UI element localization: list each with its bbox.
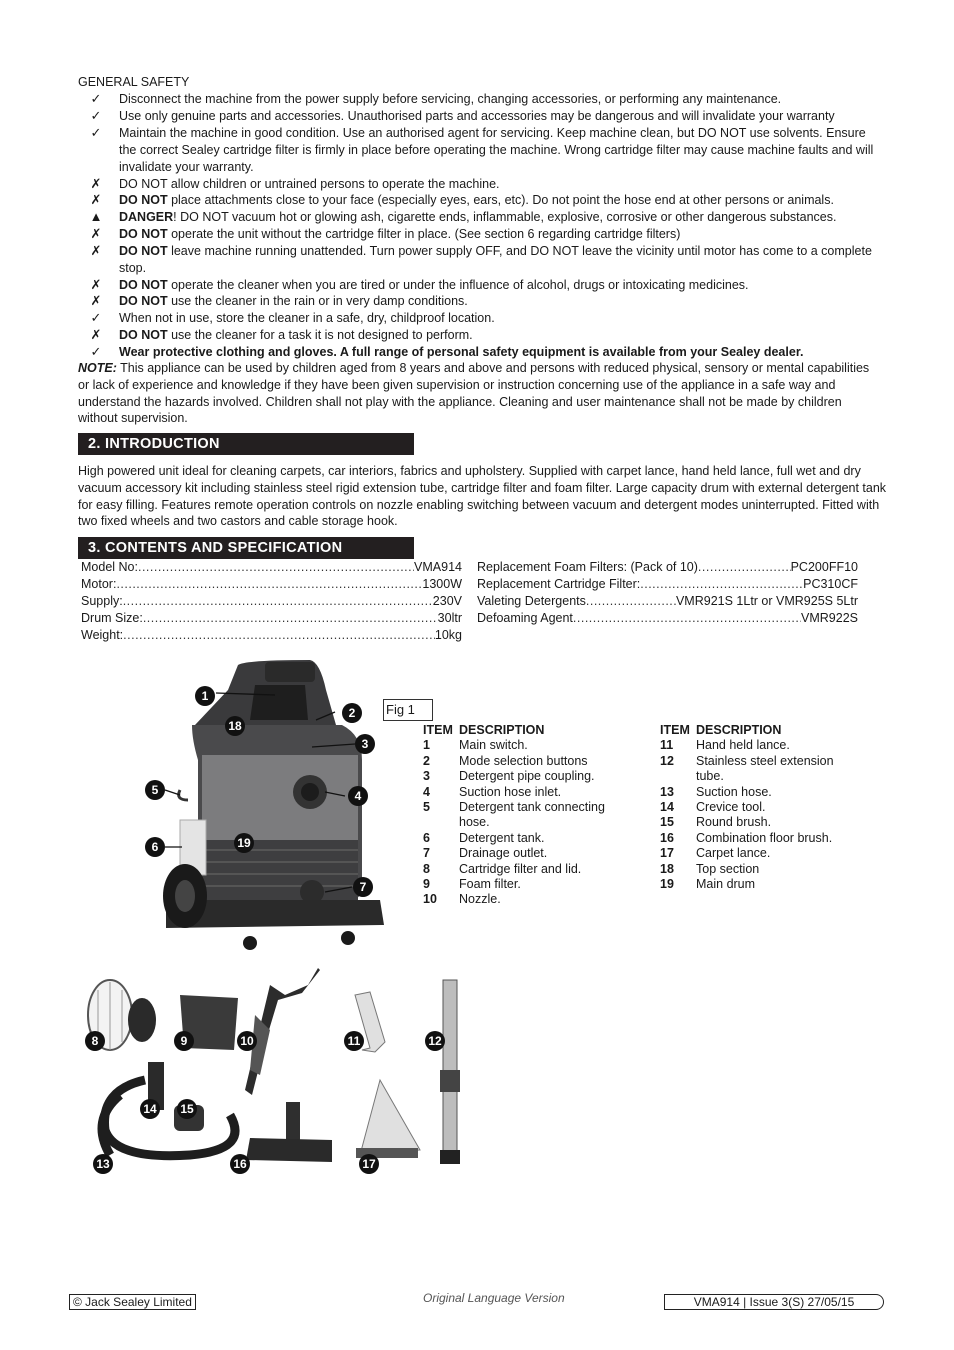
item-description: Foam filter. (459, 877, 521, 892)
safety-item (78, 209, 878, 226)
warning-icon: ▲ (89, 209, 103, 224)
section-heading-specification: 3. CONTENTS AND SPECIFICATION (78, 537, 414, 559)
spec-row (477, 559, 858, 576)
list-item (660, 846, 860, 861)
item-number: 6 (423, 830, 430, 845)
note-label: NOTE: (78, 361, 117, 375)
safety-item-emphasis: DANGER (119, 210, 174, 224)
check-icon: ✓ (90, 344, 102, 359)
item-number: 12 (660, 753, 674, 768)
safety-item-text: use the cleaner in the rain or in very damp conditions. (167, 294, 468, 308)
item-description: Crevice tool. (696, 800, 766, 815)
item-list-header (660, 723, 860, 738)
list-item (660, 754, 860, 785)
spec-label: Weight: (81, 628, 124, 642)
item-description: Round brush. (696, 815, 772, 830)
callout-1: 1 (195, 686, 215, 706)
callout-14: 14 (140, 1099, 160, 1119)
spec-table-left (81, 559, 462, 644)
item-number: 16 (660, 830, 674, 845)
cross-icon: ✗ (90, 327, 102, 342)
safety-item-emphasis: DO NOT (119, 328, 168, 342)
callout-4: 4 (348, 786, 368, 806)
callout-8: 8 (85, 1031, 105, 1051)
spec-leader-dots (116, 576, 422, 593)
safety-item-text: Disconnect the machine from the power supply before servicing, changing accessories, or performing any maintenance. (119, 92, 782, 106)
item-number: 1 (423, 738, 430, 753)
safety-item-text: DO NOT allow children or untrained persons to operate the machine. (119, 177, 500, 191)
list-item (423, 800, 623, 831)
column-header-description: DESCRIPTION (459, 723, 545, 737)
safety-item-text: operate the unit without the cartridge filter in place. (See section 6 regarding cartridge filters) (167, 227, 681, 241)
item-description: Combination floor brush. (696, 830, 833, 845)
item-number: 10 (423, 892, 437, 907)
item-description: Mode selection buttons (459, 753, 588, 768)
spec-leader-dots (143, 610, 438, 627)
spec-leader-dots (586, 593, 676, 610)
spec-value: PC200FF10 (790, 560, 858, 574)
callout-10: 10 (237, 1031, 257, 1051)
item-list-right (660, 723, 860, 892)
spec-label: Supply: (81, 594, 123, 608)
spec-leader-dots (640, 576, 803, 593)
item-number: 13 (660, 784, 674, 799)
spec-label: Replacement Cartridge Filter: (477, 577, 641, 591)
item-description: Suction hose. (696, 784, 772, 799)
note-text: This appliance can be used by children aged from 8 years and above and persons with reduced physical, sensory or mental capabilities or lack of experience and knowledge if they have been given supervision or instruction concerning use of the appliance in a safe way and understand the hazards involved. Children shall not play with the appliance. Cleaning and user maintenance shall not be made by children without supervision. (78, 361, 870, 426)
safety-item (78, 108, 878, 125)
item-description: Main drum (696, 877, 756, 892)
spec-leader-dots (573, 610, 801, 627)
check-icon: ✓ (90, 125, 102, 140)
general-safety-title: GENERAL SAFETY (78, 75, 190, 89)
item-number: 9 (423, 877, 430, 892)
list-item (423, 846, 623, 861)
item-number: 5 (423, 800, 430, 815)
safety-item-text: Maintain the machine in good condition. Use an authorised agent for servicing. Keep machine clean, but DO NOT use solvents. Ensure the correct Sealey cartridge filter is firmly in place before operating the machine. Wrong cartridge filter may cause machine faults and will invalidate your warranty. (119, 126, 874, 174)
cross-icon: ✗ (90, 226, 102, 241)
spec-value: VMR922S (801, 611, 858, 625)
item-number: 3 (423, 769, 430, 784)
item-description: Top section (696, 861, 760, 876)
column-header-item: ITEM (660, 723, 690, 737)
spec-row (477, 593, 858, 610)
callout-13: 13 (93, 1154, 113, 1174)
list-item (660, 785, 860, 800)
spec-row (81, 559, 462, 576)
list-item (423, 877, 623, 892)
item-list-header (423, 723, 623, 738)
item-number: 2 (423, 753, 430, 768)
safety-item (78, 344, 878, 361)
spec-value: 1300W (422, 577, 462, 591)
figure-label: Fig 1 (383, 699, 433, 721)
list-item (423, 769, 623, 784)
spec-leader-dots (123, 627, 435, 644)
list-item (660, 831, 860, 846)
list-item (660, 877, 860, 892)
callout-15: 15 (177, 1099, 197, 1119)
list-item (423, 754, 623, 769)
extension-tube-image (440, 980, 460, 1164)
callout-6: 6 (145, 837, 165, 857)
safety-item-text: use the cleaner for a task it is not designed to perform. (167, 328, 473, 342)
column-header-description: DESCRIPTION (696, 723, 782, 737)
section-heading-introduction: 2. INTRODUCTION (78, 433, 414, 455)
spec-value: 230V (432, 594, 462, 608)
item-number: 7 (423, 846, 430, 861)
spec-row (81, 610, 462, 627)
spec-row (81, 593, 462, 610)
spec-row (81, 576, 462, 593)
item-description: Detergent pipe coupling. (459, 769, 595, 784)
callout-17: 17 (359, 1154, 379, 1174)
spec-label: Replacement Foam Filters: (Pack of 10) (477, 560, 698, 574)
spec-value: VMA914 (414, 560, 462, 574)
safety-item (78, 91, 878, 108)
safety-item-text: leave machine running unattended. Turn power supply OFF, and DO NOT leave the vicinity until motor has come to a complete stop. (119, 244, 872, 275)
safety-item (78, 327, 878, 344)
callout-2: 2 (342, 703, 362, 723)
item-description: Stainless steel extension tube. (696, 753, 834, 784)
safety-item (78, 176, 878, 193)
spec-label: Valeting Detergents (477, 594, 586, 608)
callout-16: 16 (230, 1154, 250, 1174)
item-description: Cartridge filter and lid. (459, 861, 582, 876)
safety-item (78, 293, 878, 310)
item-description: Carpet lance. (696, 846, 771, 861)
safety-note (78, 360, 878, 427)
spec-leader-dots (138, 559, 414, 576)
check-icon: ✓ (90, 310, 102, 325)
safety-item-emphasis: DO NOT (119, 227, 168, 241)
safety-item-emphasis: DO NOT (119, 193, 168, 207)
spec-leader-dots (123, 593, 433, 610)
item-description: Detergent tank connecting hose. (459, 800, 605, 830)
safety-item-text: Use only genuine parts and accessories. Unauthorised parts and accessories may be dangerous and will invalidate your warranty (119, 109, 835, 123)
item-number: 8 (423, 861, 430, 876)
item-number: 18 (660, 861, 674, 876)
item-description: Main switch. (459, 738, 528, 753)
cross-icon: ✗ (90, 192, 102, 207)
safety-item-emphasis: Wear protective clothing and gloves. A full range of personal safety equipment is available from your Sealey dealer. (119, 345, 804, 359)
spec-label: Model No: (81, 560, 138, 574)
safety-item-emphasis: DO NOT (119, 294, 168, 308)
callout-19: 19 (234, 833, 254, 853)
item-number: 15 (660, 815, 674, 830)
spec-value: PC310CF (803, 577, 858, 591)
list-item (660, 738, 860, 753)
callout-9: 9 (174, 1031, 194, 1051)
safety-item-text: ! DO NOT vacuum hot or glowing ash, cigarette ends, inflammable, explosive, corrosive or other dangerous substances. (173, 210, 837, 224)
spec-row (477, 610, 858, 627)
spec-value: VMR921S 1Ltr or VMR925S 5Ltr (675, 594, 858, 608)
safety-item (78, 243, 878, 277)
item-description: Detergent tank. (459, 830, 545, 845)
safety-item-text: place attachments close to your face (especially eyes, ears, etc). Do not point the hose end at other persons or animals. (167, 193, 834, 207)
list-item (423, 831, 623, 846)
spec-leader-dots (698, 559, 791, 576)
introduction-text: High powered unit ideal for cleaning carpets, car interiors, fabrics and upholstery. Supplied with carpet lance, hand held lance, full wet and dry vacuum accessory kit including stainless steel rigid extension tube, cartridge filter and foam filter. Large capacity drum with external detergent tank for easy filling. Features remote operation controls on nozzle enabling switching between vacuum and detergent modes uninterrupted. Fitted with two fixed wheels and two castors and cable storage hook. (78, 464, 887, 529)
spec-label: Drum Size: (81, 611, 143, 625)
cross-icon: ✗ (90, 277, 102, 292)
callout-7: 7 (353, 877, 373, 897)
footer-language: Original Language Version (423, 1291, 565, 1305)
list-item (423, 862, 623, 877)
safety-item-emphasis: DO NOT (119, 278, 168, 292)
callout-12: 12 (425, 1031, 445, 1051)
list-item (660, 862, 860, 877)
callout-5: 5 (145, 780, 165, 800)
cross-icon: ✗ (90, 293, 102, 308)
spec-label: Motor: (81, 577, 117, 591)
safety-item (78, 125, 878, 175)
column-header-item: ITEM (423, 723, 453, 737)
spec-label: Defoaming Agent (477, 611, 573, 625)
list-item (660, 800, 860, 815)
check-icon: ✓ (90, 108, 102, 123)
item-number: 14 (660, 800, 674, 815)
callout-11: 11 (344, 1031, 364, 1051)
cross-icon: ✗ (90, 243, 102, 258)
list-item (423, 785, 623, 800)
item-description: Nozzle. (459, 892, 501, 907)
callout-3: 3 (355, 734, 375, 754)
safety-item-emphasis: DO NOT (119, 244, 168, 258)
footer-reference: VMA914 | Issue 3(S) 27/05/15 (664, 1294, 884, 1310)
safety-item (78, 192, 878, 209)
safety-item (78, 226, 878, 243)
item-number: 19 (660, 877, 674, 892)
item-list-left (423, 723, 623, 908)
check-icon: ✓ (90, 91, 102, 106)
cross-icon: ✗ (90, 176, 102, 191)
safety-item-text: When not in use, store the cleaner in a safe, dry, childproof location. (119, 311, 495, 325)
spec-table-right (477, 559, 858, 627)
item-number: 11 (660, 738, 674, 753)
list-item (423, 892, 623, 907)
item-description: Drainage outlet. (459, 846, 548, 861)
spec-row (81, 627, 462, 644)
footer-copyright: © Jack Sealey Limited (69, 1294, 196, 1310)
spec-value: 10kg (434, 628, 462, 642)
safety-item (78, 310, 878, 327)
safety-item (78, 277, 878, 294)
callout-18: 18 (225, 716, 245, 736)
item-number: 4 (423, 784, 430, 799)
list-item (423, 738, 623, 753)
list-item (660, 815, 860, 830)
spec-row (477, 576, 858, 593)
spec-value: 30ltr (437, 611, 462, 625)
item-description: Suction hose inlet. (459, 784, 562, 799)
item-description: Hand held lance. (696, 738, 790, 753)
safety-item-text: operate the cleaner when you are tired or under the influence of alcohol, drugs or intoxicating medicines. (167, 278, 749, 292)
item-number: 17 (660, 846, 674, 861)
